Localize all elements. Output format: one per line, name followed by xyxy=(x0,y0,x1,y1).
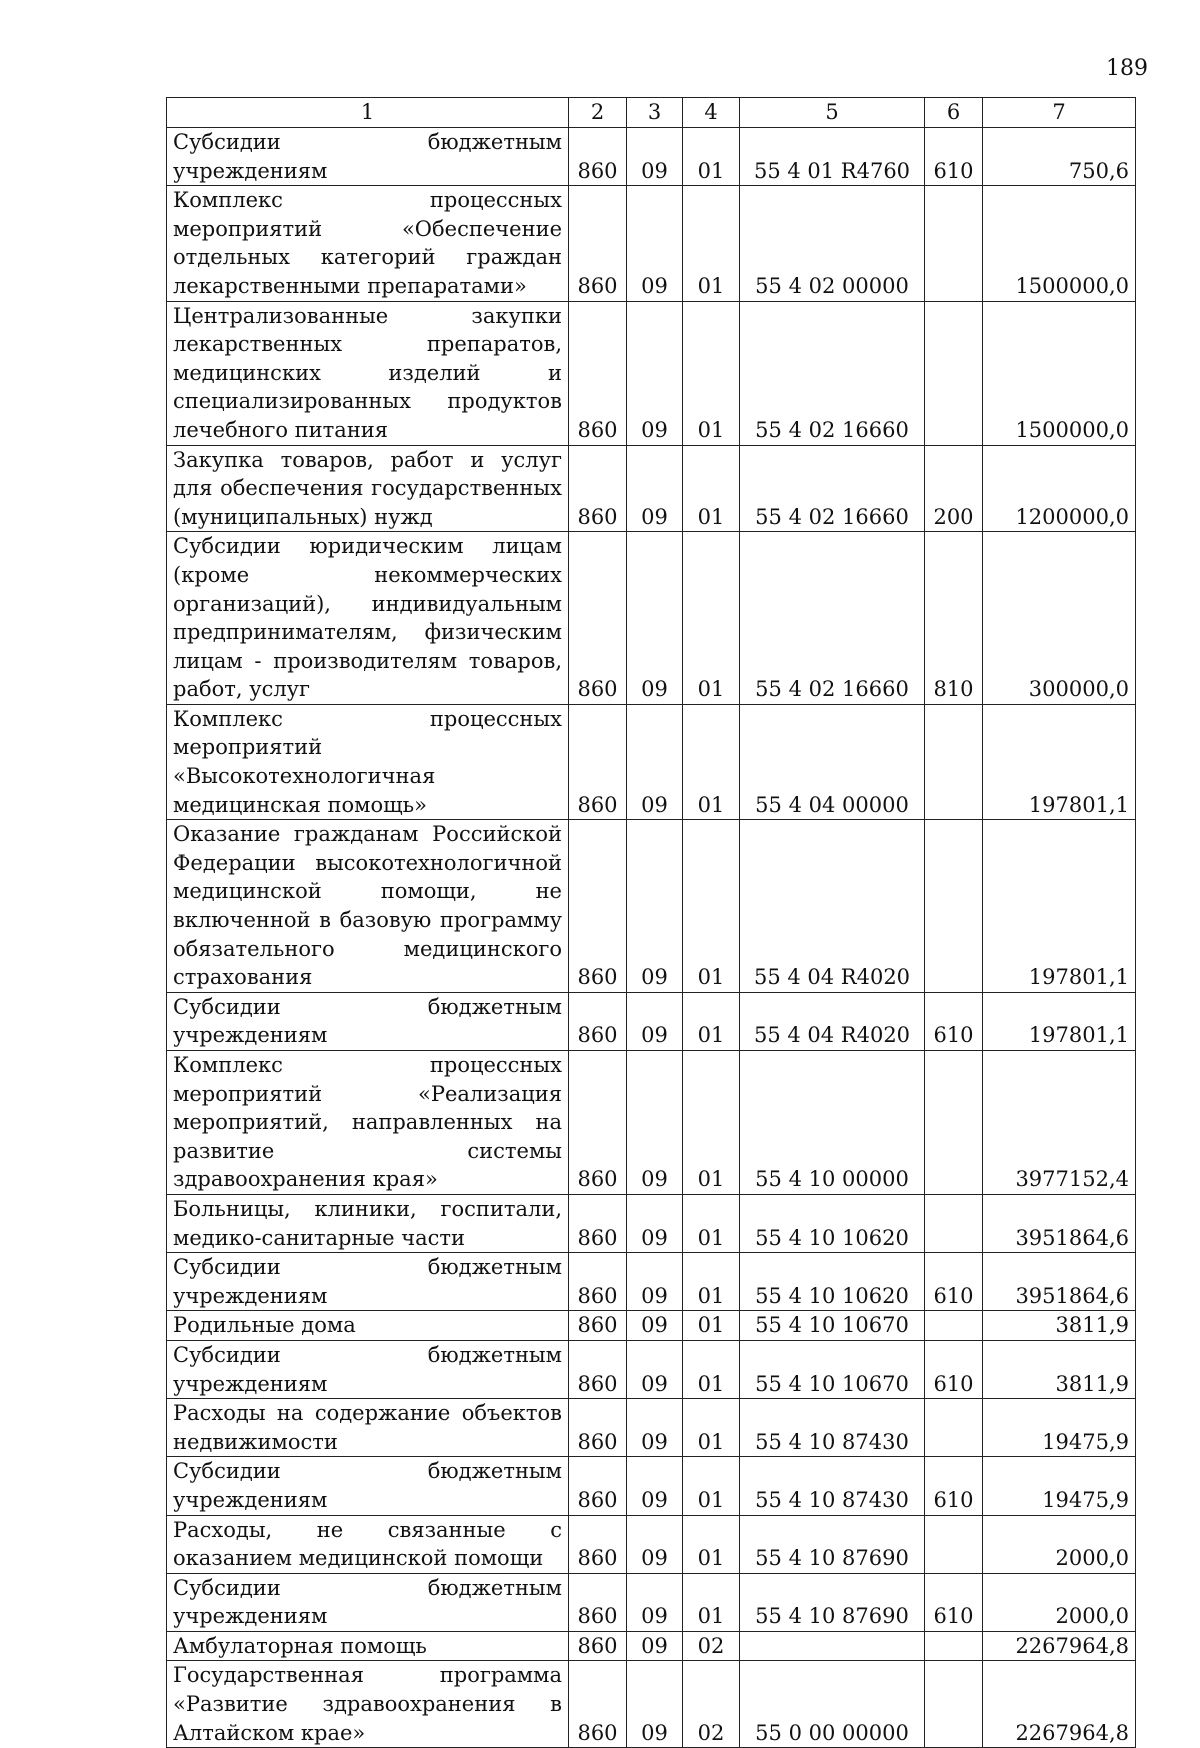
row-col3-cell: 09 xyxy=(627,186,683,301)
row-col3-cell: 09 xyxy=(627,1340,683,1398)
table-row xyxy=(167,1631,1136,1661)
row-col3-cell: 09 xyxy=(627,1253,683,1311)
row-col5-cell: 55 4 04 R4020 xyxy=(740,820,925,993)
table-row xyxy=(167,128,1136,186)
row-col2-cell: 860 xyxy=(569,992,627,1050)
table-row xyxy=(167,186,1136,301)
row-col6-cell: 610 xyxy=(925,128,983,186)
row-col5-cell: 55 4 10 87690 xyxy=(740,1515,925,1573)
row-col5-cell: 55 4 10 10620 xyxy=(740,1253,925,1311)
budget-table xyxy=(166,97,1136,1748)
row-name-cell: Амбулаторная помощь xyxy=(167,1631,569,1661)
row-name-cell: Закупка товаров, работ и услуг для обеспечения государственных (муниципальных) нужд xyxy=(167,445,569,532)
row-col7-cell: 3951864,6 xyxy=(983,1194,1136,1252)
table-row xyxy=(167,1253,1136,1311)
row-col7-cell: 3811,9 xyxy=(983,1311,1136,1341)
row-col5-cell: 55 4 10 87430 xyxy=(740,1399,925,1457)
row-col6-cell xyxy=(925,186,983,301)
table-body xyxy=(167,128,1136,1748)
row-col4-cell: 01 xyxy=(683,992,740,1050)
row-col2-cell: 860 xyxy=(569,128,627,186)
row-col6-cell xyxy=(925,1399,983,1457)
row-col7-cell: 19475,9 xyxy=(983,1457,1136,1515)
row-col6-cell: 610 xyxy=(925,1340,983,1398)
table-row xyxy=(167,1340,1136,1398)
row-col6-cell: 610 xyxy=(925,1573,983,1631)
row-col2-cell: 860 xyxy=(569,1340,627,1398)
row-col3-cell: 09 xyxy=(627,301,683,445)
table-row xyxy=(167,992,1136,1050)
row-col5-cell: 55 4 10 10620 xyxy=(740,1194,925,1252)
row-col6-cell xyxy=(925,1661,983,1748)
row-col5-cell: 55 4 10 00000 xyxy=(740,1051,925,1195)
row-col2-cell: 860 xyxy=(569,445,627,532)
table-row xyxy=(167,532,1136,705)
row-col7-cell: 1500000,0 xyxy=(983,301,1136,445)
page-number: 189 xyxy=(1106,56,1148,81)
table-row xyxy=(167,1661,1136,1748)
row-col6-cell: 610 xyxy=(925,1457,983,1515)
row-col7-cell: 750,6 xyxy=(983,128,1136,186)
row-col5-cell: 55 4 04 00000 xyxy=(740,704,925,819)
row-col3-cell: 09 xyxy=(627,1631,683,1661)
row-col7-cell: 2000,0 xyxy=(983,1573,1136,1631)
row-col7-cell: 197801,1 xyxy=(983,820,1136,993)
row-col2-cell: 860 xyxy=(569,1515,627,1573)
row-col7-cell: 1500000,0 xyxy=(983,186,1136,301)
row-col5-cell: 55 4 02 16660 xyxy=(740,301,925,445)
row-col5-cell: 55 4 02 16660 xyxy=(740,445,925,532)
row-col7-cell: 3951864,6 xyxy=(983,1253,1136,1311)
table-row xyxy=(167,820,1136,993)
row-col2-cell: 860 xyxy=(569,1661,627,1748)
row-col7-cell: 3977152,4 xyxy=(983,1051,1136,1195)
row-name-cell: Родильные дома xyxy=(167,1311,569,1341)
row-col5-cell: 55 4 10 10670 xyxy=(740,1340,925,1398)
row-col5-cell: 55 4 10 87690 xyxy=(740,1573,925,1631)
row-col7-cell: 2000,0 xyxy=(983,1515,1136,1573)
row-col3-cell: 09 xyxy=(627,1311,683,1341)
row-col7-cell: 1200000,0 xyxy=(983,445,1136,532)
row-name-cell: Субсидии бюджетным учреждениям xyxy=(167,1457,569,1515)
row-col7-cell: 3811,9 xyxy=(983,1340,1136,1398)
row-col3-cell: 09 xyxy=(627,1661,683,1748)
row-col3-cell: 09 xyxy=(627,532,683,705)
table-row xyxy=(167,1194,1136,1252)
row-name-cell: Расходы, не связанные с оказанием медицинской помощи xyxy=(167,1515,569,1573)
row-name-cell: Комплекс процессных мероприятий «Высокотехнологичная медицинская помощь» xyxy=(167,704,569,819)
row-col5-cell: 55 4 02 16660 xyxy=(740,532,925,705)
row-col4-cell: 01 xyxy=(683,445,740,532)
table-row xyxy=(167,1515,1136,1573)
row-col2-cell: 860 xyxy=(569,1253,627,1311)
row-col5-cell: 55 4 02 00000 xyxy=(740,186,925,301)
row-name-cell: Комплекс процессных мероприятий «Обеспечение отдельных категорий граждан лекарственными препаратами» xyxy=(167,186,569,301)
row-col4-cell: 01 xyxy=(683,1253,740,1311)
row-col6-cell: 810 xyxy=(925,532,983,705)
row-col3-cell: 09 xyxy=(627,1194,683,1252)
table-row xyxy=(167,1457,1136,1515)
table-row xyxy=(167,1311,1136,1341)
row-col3-cell: 09 xyxy=(627,820,683,993)
row-col5-cell xyxy=(740,1631,925,1661)
row-col3-cell: 09 xyxy=(627,992,683,1050)
row-col7-cell: 300000,0 xyxy=(983,532,1136,705)
row-col5-cell: 55 4 04 R4020 xyxy=(740,992,925,1050)
header-cell-4: 4 xyxy=(683,98,740,128)
row-col6-cell: 610 xyxy=(925,1253,983,1311)
row-col2-cell: 860 xyxy=(569,1573,627,1631)
row-col6-cell xyxy=(925,1515,983,1573)
row-col2-cell: 860 xyxy=(569,704,627,819)
row-col4-cell: 01 xyxy=(683,301,740,445)
header-cell-7: 7 xyxy=(983,98,1136,128)
table-row xyxy=(167,1573,1136,1631)
row-col4-cell: 01 xyxy=(683,1457,740,1515)
table-row xyxy=(167,1051,1136,1195)
row-name-cell: Субсидии бюджетным учреждениям xyxy=(167,1340,569,1398)
table-row xyxy=(167,1399,1136,1457)
row-col5-cell: 55 0 00 00000 xyxy=(740,1661,925,1748)
header-cell-6: 6 xyxy=(925,98,983,128)
header-cell-3: 3 xyxy=(627,98,683,128)
row-col4-cell: 01 xyxy=(683,186,740,301)
row-col5-cell: 55 4 10 87430 xyxy=(740,1457,925,1515)
row-col7-cell: 2267964,8 xyxy=(983,1661,1136,1748)
row-col2-cell: 860 xyxy=(569,1311,627,1341)
row-col2-cell: 860 xyxy=(569,1399,627,1457)
row-col6-cell xyxy=(925,1194,983,1252)
row-name-cell: Субсидии бюджетным учреждениям xyxy=(167,128,569,186)
row-col6-cell xyxy=(925,704,983,819)
row-col2-cell: 860 xyxy=(569,532,627,705)
row-col4-cell: 01 xyxy=(683,1340,740,1398)
row-name-cell: Расходы на содержание объектов недвижимости xyxy=(167,1399,569,1457)
row-col4-cell: 01 xyxy=(683,704,740,819)
table-row xyxy=(167,704,1136,819)
row-name-cell: Комплекс процессных мероприятий «Реализация мероприятий, направленных на развитие системы здравоохранения края» xyxy=(167,1051,569,1195)
row-name-cell: Государственная программа «Развитие здравоохранения в Алтайском крае» xyxy=(167,1661,569,1748)
row-col4-cell: 01 xyxy=(683,1399,740,1457)
row-col6-cell xyxy=(925,820,983,993)
row-col4-cell: 01 xyxy=(683,128,740,186)
header-cell-5: 5 xyxy=(740,98,925,128)
row-col2-cell: 860 xyxy=(569,1631,627,1661)
row-col4-cell: 01 xyxy=(683,1573,740,1631)
header-cell-1: 1 xyxy=(167,98,569,128)
row-col6-cell xyxy=(925,301,983,445)
row-col7-cell: 19475,9 xyxy=(983,1399,1136,1457)
row-col4-cell: 01 xyxy=(683,1194,740,1252)
row-col3-cell: 09 xyxy=(627,1051,683,1195)
row-col6-cell: 610 xyxy=(925,992,983,1050)
row-col7-cell: 2267964,8 xyxy=(983,1631,1136,1661)
row-col3-cell: 09 xyxy=(627,1399,683,1457)
row-name-cell: Субсидии бюджетным учреждениям xyxy=(167,1573,569,1631)
row-col3-cell: 09 xyxy=(627,128,683,186)
row-col2-cell: 860 xyxy=(569,820,627,993)
row-name-cell: Субсидии бюджетным учреждениям xyxy=(167,992,569,1050)
row-col4-cell: 01 xyxy=(683,1051,740,1195)
row-col7-cell: 197801,1 xyxy=(983,704,1136,819)
row-col4-cell: 01 xyxy=(683,532,740,705)
row-col3-cell: 09 xyxy=(627,704,683,819)
row-col4-cell: 01 xyxy=(683,1515,740,1573)
row-name-cell: Централизованные закупки лекарственных препаратов, медицинских изделий и специализированных продуктов лечебного питания xyxy=(167,301,569,445)
row-col6-cell xyxy=(925,1051,983,1195)
row-name-cell: Субсидии бюджетным учреждениям xyxy=(167,1253,569,1311)
row-col4-cell: 02 xyxy=(683,1631,740,1661)
row-col2-cell: 860 xyxy=(569,1194,627,1252)
table-row xyxy=(167,445,1136,532)
row-col2-cell: 860 xyxy=(569,301,627,445)
row-col4-cell: 02 xyxy=(683,1661,740,1748)
row-col2-cell: 860 xyxy=(569,1051,627,1195)
row-col5-cell: 55 4 10 10670 xyxy=(740,1311,925,1341)
row-name-cell: Оказание гражданам Российской Федерации высокотехнологичной медицинской помощи, не включенной в базовую программу обязательного медицинского страхования xyxy=(167,820,569,993)
row-col6-cell xyxy=(925,1311,983,1341)
header-cell-2: 2 xyxy=(569,98,627,128)
row-col3-cell: 09 xyxy=(627,1515,683,1573)
row-name-cell: Субсидии юридическим лицам (кроме некоммерческих организаций), индивидуальным предпринимателям, физическим лицам - производителям товаров, работ, услуг xyxy=(167,532,569,705)
header-row xyxy=(167,98,1136,128)
row-col4-cell: 01 xyxy=(683,820,740,993)
row-col5-cell: 55 4 01 R4760 xyxy=(740,128,925,186)
row-col2-cell: 860 xyxy=(569,1457,627,1515)
row-col7-cell: 197801,1 xyxy=(983,992,1136,1050)
row-col3-cell: 09 xyxy=(627,1573,683,1631)
row-col6-cell xyxy=(925,1631,983,1661)
row-col3-cell: 09 xyxy=(627,445,683,532)
table-row xyxy=(167,301,1136,445)
row-col3-cell: 09 xyxy=(627,1457,683,1515)
row-name-cell: Больницы, клиники, госпитали, медико-санитарные части xyxy=(167,1194,569,1252)
row-col6-cell: 200 xyxy=(925,445,983,532)
row-col4-cell: 01 xyxy=(683,1311,740,1341)
row-col2-cell: 860 xyxy=(569,186,627,301)
